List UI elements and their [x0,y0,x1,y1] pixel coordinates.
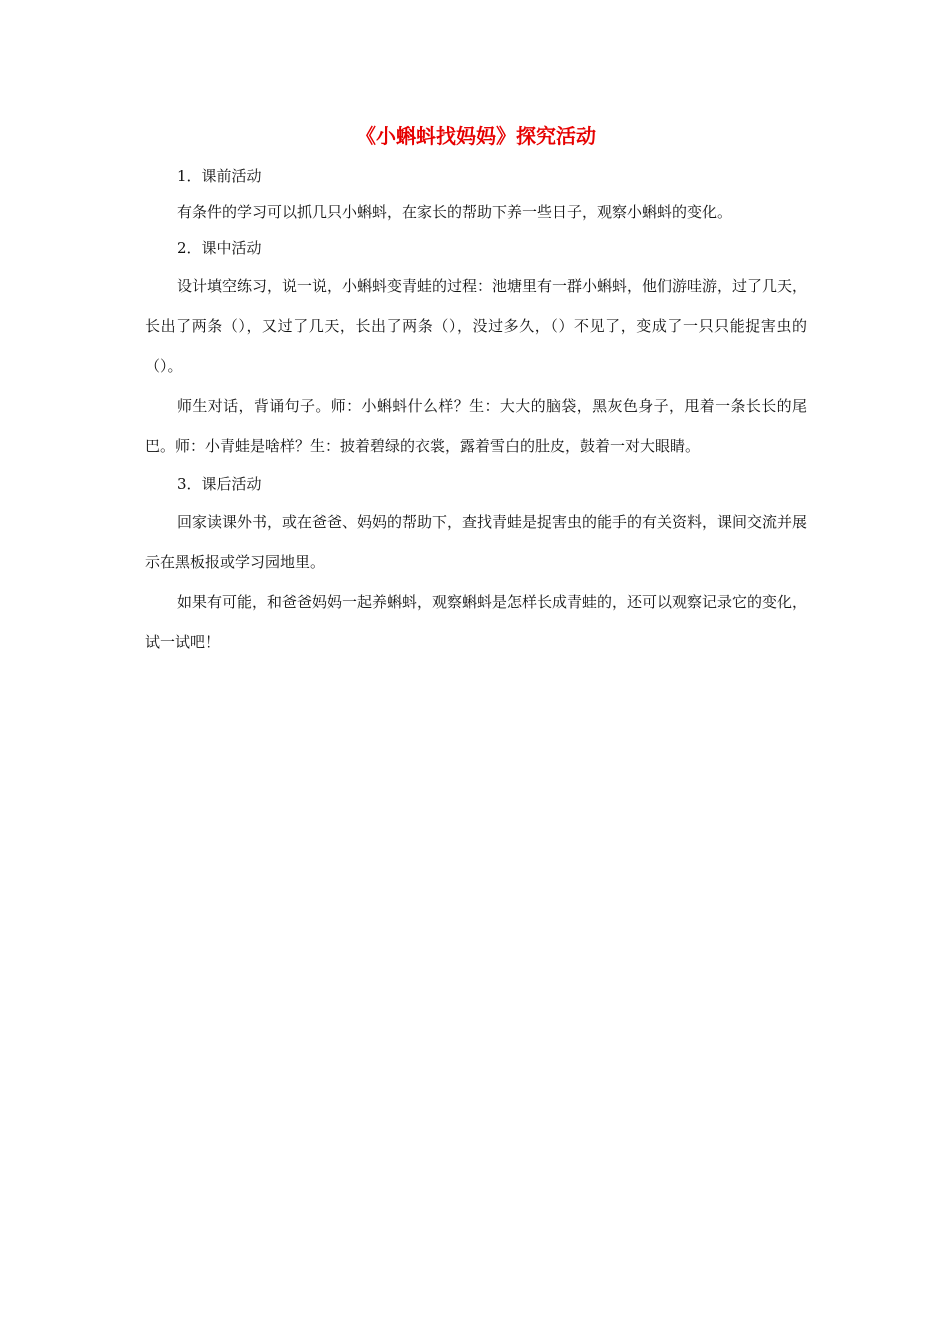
section-1-heading: 1．课前活动 [177,167,262,185]
section-1-paragraph-1: 有条件的学习可以抓几只小蝌蚪，在家长的帮助下养一些日子，观察小蝌蚪的变化。 [177,203,733,221]
section-3-paragraph-2: 如果有可能，和爸爸妈妈一起养蝌蚪，观察蝌蚪是怎样长成青蛙的，还可以观察记录它的变化，试一试吧！ [145,593,808,651]
document-content [145,120,807,662]
section-2-paragraph-1: 设计填空练习，说一说，小蝌蚪变青蛙的过程：池塘里有一群小蝌蚪，他们游哇游，过了几天，长出了两条（），又过了几天，长出了两条（），没过多久，（）不见了，变成了一只只能捉害虫的（）。 [145,277,808,375]
document-title: 《小蝌蚪找妈妈》探究活动 [356,124,596,148]
section-3-paragraph-1: 回家读课外书，或在爸爸、妈妈的帮助下，查找青蛙是捉害虫的能手的有关资料，课间交流并展示在黑板报或学习园地里。 [145,513,808,571]
section-2-paragraph-2: 师生对话，背诵句子。师：小蝌蚪什么样？生：大大的脑袋，黑灰色身子，甩着一条长长的尾巴。师：小青蛙是啥样？生：披着碧绿的衣裳，露着雪白的肚皮，鼓着一对大眼睛。 [145,397,807,455]
section-2-heading: 2．课中活动 [177,239,262,257]
section-3-heading: 3．课后活动 [177,475,262,493]
